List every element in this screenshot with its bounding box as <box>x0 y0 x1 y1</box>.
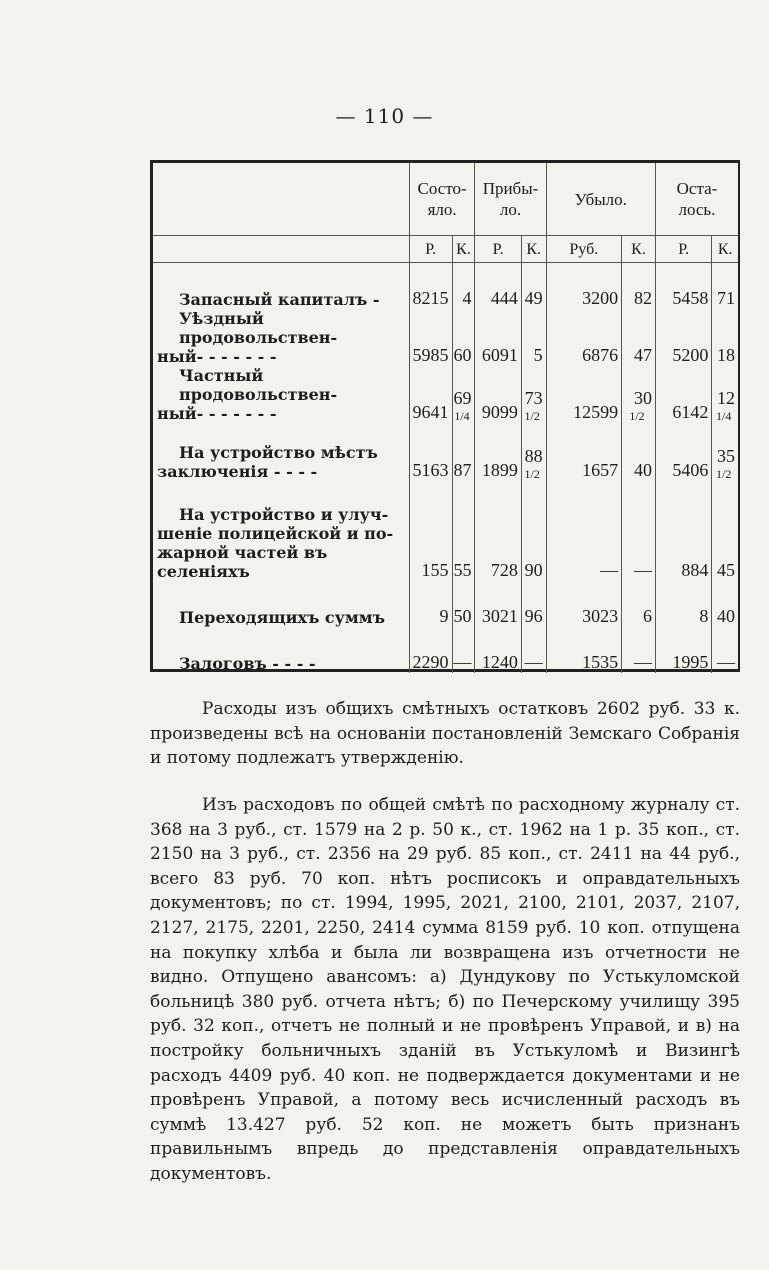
row-label <box>153 263 409 309</box>
table-cell: 6 <box>622 581 656 627</box>
page-number: — 110 — <box>335 104 434 128</box>
table-cell: — <box>622 627 656 673</box>
row-label <box>153 366 409 423</box>
table-row <box>153 627 738 673</box>
header-line: Оста- <box>676 179 718 198</box>
table-cell: 88 1/2 <box>521 423 546 481</box>
table-cell: — <box>546 481 622 581</box>
table-cell: 3200 <box>546 263 622 309</box>
header-line: Состо- <box>417 179 467 198</box>
table-cell: 3023 <box>546 581 622 627</box>
table-cell: 8 <box>655 581 711 627</box>
table-cell: 90 <box>521 481 546 581</box>
table-cell: 6876 <box>546 309 622 366</box>
header-line: Убыло. <box>574 189 627 209</box>
row-label-line: ный- - - - - - - <box>157 403 277 423</box>
table-row <box>153 423 738 481</box>
table-cell: 444 <box>475 263 521 309</box>
header-col-2 <box>475 163 546 236</box>
table-cell: 9099 <box>475 366 521 423</box>
table-cell: 6091 <box>475 309 521 366</box>
row-label-line: Запасный капиталъ - <box>179 289 380 309</box>
table-cell: 12 1/4 <box>712 366 738 423</box>
table-cell: 60 <box>452 309 475 366</box>
table-cell: — <box>521 627 546 673</box>
table-cell: 18 <box>712 309 738 366</box>
table-cell: 1995 <box>655 627 711 673</box>
table-cell: — <box>452 627 475 673</box>
table-cell: 3021 <box>475 581 521 627</box>
paragraph-text: Расходы изъ общихъ смѣтныхъ остатковъ 2602 руб. 33 к. произведены всѣ на основаніи постановленій Земскаго Собранія и потому подлежатъ утвержденію. <box>150 699 740 769</box>
table-cell: 1240 <box>475 627 521 673</box>
table-cell: 9 <box>409 581 452 627</box>
header-col-4 <box>655 163 738 236</box>
table-cell: 2290 <box>409 627 452 673</box>
paragraph-audit-findings <box>150 793 740 1187</box>
row-label-line: шеніе полицейской и по- <box>157 523 394 543</box>
row-label-line: ный- - - - - - - <box>157 346 277 366</box>
table-cell: 5 <box>521 309 546 366</box>
paragraph-expenses-summary <box>150 697 740 771</box>
table-cell: 30 1/2 <box>622 366 656 423</box>
unit-header: Р. <box>409 236 452 263</box>
subheader-blank <box>153 236 409 263</box>
table-cell: 6142 <box>655 366 711 423</box>
table-cell: 884 <box>655 481 711 581</box>
unit-header: К. <box>622 236 656 263</box>
row-label <box>153 309 409 366</box>
accounts-table <box>150 160 740 672</box>
header-line: яло. <box>427 200 457 219</box>
table-row <box>153 581 738 627</box>
table-cell: 12599 <box>546 366 622 423</box>
fraction: 1/4 <box>454 408 470 423</box>
table-row <box>153 309 738 366</box>
unit-header: К. <box>452 236 475 263</box>
row-label-line: жарной частей въ селеніяхъ <box>157 542 328 581</box>
table-cell: 40 <box>622 423 656 481</box>
table-cell: 35 1/2 <box>712 423 738 481</box>
fraction: 1/2 <box>524 466 540 481</box>
table-cell: 73 1/2 <box>521 366 546 423</box>
table-cell: — <box>622 481 656 581</box>
row-label-line: На устройство мѣстъ <box>179 442 378 462</box>
unit-header: Р. <box>475 236 521 263</box>
table-cell: 9641 <box>409 366 452 423</box>
row-label-line: Уѣздный продовольствен- <box>179 308 338 347</box>
paragraph-text: Изъ расходовъ по общей смѣтѣ по расходному журналу ст. 368 на 3 руб., ст. 1579 на 2 р. 50 к., ст. 1962 на 1 р. 35 коп., ст. 2150 на 3 руб., ст. 2356 на 29 руб. 85 коп., ст. 2411 на 44 руб., всего 83 руб. 70 коп. нѣтъ росписокъ и оправдательныхъ документовъ; по ст. 1994, 1995, 2021, 2100, 2101, 2037, 2107, 2127, 2175, 2201, 2250, 2414 сумма 8159 руб. 10 коп. отпущена на покупку хлѣба и была ли возвращена изъ отчетности не видно. Отпущено авансомъ: а) Дундукову по Устькуломской больницѣ 380 руб. отчета нѣтъ; б) по Печерскому училищу 395 руб. 32 коп., отчетъ не полный и не провѣренъ Управой, и в) на постройку больничныхъ зданій въ Устькуломѣ и Визингѣ расходъ 4409 руб. 40 коп. не подверждается документами и не провѣренъ Управой, а потому весь исчисленный расходъ въ суммѣ 13.427 руб. 52 коп. не можетъ быть признанъ правильнымъ впредь до представленія оправдательныхъ документовъ. <box>150 795 740 1184</box>
header-col-1 <box>409 163 475 236</box>
table-cell: 1535 <box>546 627 622 673</box>
table-cell: 1899 <box>475 423 521 481</box>
table-cell: — <box>712 627 738 673</box>
unit-header: К. <box>521 236 546 263</box>
row-label-line: Частный продовольствен- <box>179 365 338 404</box>
table-row <box>153 263 738 309</box>
table-cell: 45 <box>712 481 738 581</box>
table-cell: 5200 <box>655 309 711 366</box>
table-cell: 82 <box>622 263 656 309</box>
row-label <box>153 627 409 673</box>
table-cell: 55 <box>452 481 475 581</box>
table-cell: 71 <box>712 263 738 309</box>
table-cell: 4 <box>452 263 475 309</box>
header-line: Прибы- <box>482 179 539 198</box>
row-label-line: заключенія - - - - <box>157 461 318 481</box>
table-cell: 87 <box>452 423 475 481</box>
row-label <box>153 481 409 581</box>
table-cell: 5985 <box>409 309 452 366</box>
fraction: 1/4 <box>716 408 732 423</box>
header-line: ло. <box>499 200 522 219</box>
unit-header: К. <box>712 236 738 263</box>
unit-header: Р. <box>655 236 711 263</box>
table-row <box>153 366 738 423</box>
header-blank <box>153 163 409 236</box>
table-cell: 5163 <box>409 423 452 481</box>
table-cell: 155 <box>409 481 452 581</box>
fraction: 1/2 <box>716 466 732 481</box>
table-cell: 69 1/4 <box>452 366 475 423</box>
header-line: лось. <box>678 200 716 219</box>
table-cell: 5458 <box>655 263 711 309</box>
row-label-line: Залоговъ - - - - <box>179 653 316 673</box>
unit-header: Руб. <box>546 236 622 263</box>
table-cell: 49 <box>521 263 546 309</box>
table-cell: 728 <box>475 481 521 581</box>
header-col-3 <box>546 163 655 236</box>
fraction: 1/2 <box>524 408 540 423</box>
row-label-line: Переходящихъ суммъ <box>179 607 385 627</box>
row-label-line: На устройство и улуч- <box>179 504 389 524</box>
table-cell: 5406 <box>655 423 711 481</box>
table-cell: 96 <box>521 581 546 627</box>
table-cell: 50 <box>452 581 475 627</box>
table-row <box>153 481 738 581</box>
row-label <box>153 581 409 627</box>
table-cell: 1657 <box>546 423 622 481</box>
row-label <box>153 423 409 481</box>
table-cell: 40 <box>712 581 738 627</box>
table-cell: 8215 <box>409 263 452 309</box>
table-cell: 47 <box>622 309 656 366</box>
fraction: 1/2 <box>629 408 645 423</box>
